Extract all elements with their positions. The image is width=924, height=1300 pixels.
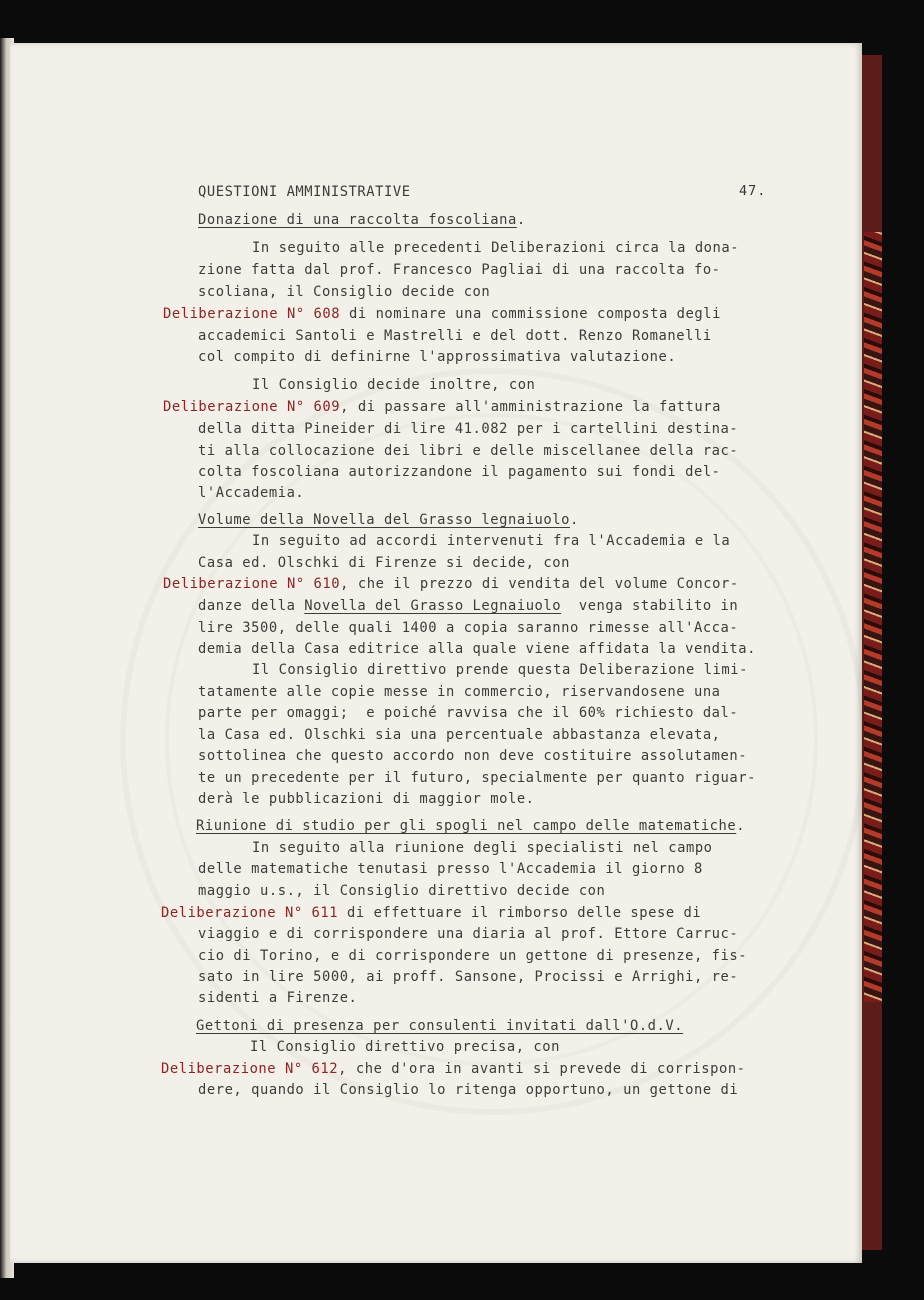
- text-line: viaggio e di corrispondere una diaria al prof. Ettore Carruc-: [198, 926, 739, 942]
- text-line: demia della Casa editrice alla quale viene affidata la vendita.: [198, 641, 756, 657]
- text-line: l'Accademia.: [198, 485, 305, 501]
- text-line: maggio u.s., il Consiglio direttivo decide con: [198, 883, 606, 899]
- document-page: [10, 43, 862, 1263]
- subheading-donazione: Donazione di una raccolta foscoliana.: [198, 212, 526, 228]
- text-line: colta foscoliana autorizzandone il pagamento sui fondi del-: [198, 464, 721, 480]
- subheading-volume-novella: Volume della Novella del Grasso legnaiuolo.: [198, 512, 579, 528]
- text-line: tatamente alle copie messe in commercio, riservandosene una: [198, 684, 721, 700]
- text-line: sato in lire 5000, ai proff. Sansone, Procissi e Arrighi, re-: [198, 969, 739, 985]
- deliberazione-610: Deliberazione N° 610: [163, 576, 341, 592]
- text-line: la Casa ed. Olschki sia una percentuale abbastanza elevata,: [198, 727, 721, 743]
- text-line: parte per omaggi; e poiché ravvisa che il 60% richiesto dal-: [198, 705, 739, 721]
- text-line: lire 3500, delle quali 1400 a copia saranno rimesse all'Acca-: [198, 620, 739, 636]
- text-line: Deliberazione N° 612, che d'ora in avanti si prevede di corrispon-: [161, 1061, 746, 1077]
- text-line: sottolinea che questo accordo non deve costituire assolutamen-: [198, 748, 748, 764]
- text-line: In seguito alle precedenti Deliberazioni circa la dona-: [252, 240, 740, 256]
- text-line: scoliana, il Consiglio decide con: [198, 284, 491, 300]
- text-line: Deliberazione N° 608 di nominare una commissione composta degli: [163, 306, 721, 322]
- text-line: Casa ed. Olschki di Firenze si decide, con: [198, 555, 570, 571]
- text-line: Deliberazione N° 610, che il prezzo di vendita del volume Concor-: [163, 576, 739, 592]
- text-line: delle matematiche tenutasi presso l'Accademia il giorno 8: [198, 861, 703, 877]
- text-line: col compito di definirne l'approssimativa valutazione.: [198, 349, 677, 365]
- text-line: accademici Santoli e Mastrelli e del dott. Renzo Romanelli: [198, 328, 712, 344]
- text-line: danze della Novella del Grasso Legnaiuolo venga stabilito in: [198, 598, 739, 614]
- text-line: sidenti a Firenze.: [198, 990, 358, 1006]
- deliberazione-608: Deliberazione N° 608: [163, 306, 341, 322]
- text-line: In seguito ad accordi intervenuti fra l'Accademia e la: [252, 533, 731, 549]
- subheading-riunione-matematiche: Riunione di studio per gli spogli nel campo delle matematiche.: [196, 818, 746, 834]
- text-line: dere, quando il Consiglio lo ritenga opportuno, un gettone di: [198, 1082, 739, 1098]
- text-line: Deliberazione N° 611 di effettuare il rimborso delle spese di: [161, 905, 702, 921]
- text-line: ti alla collocazione dei libri e delle miscellanee della rac-: [198, 443, 739, 459]
- text-line: Il Consiglio decide inoltre, con: [252, 377, 536, 393]
- text-line: cio di Torino, e di corrispondere un gettone di presenze, fis-: [198, 948, 748, 964]
- page-number: 47.: [739, 183, 767, 199]
- text-line: Il Consiglio direttivo precisa, con: [250, 1039, 560, 1055]
- text-line: te un precedente per il futuro, specialmente per quanto riguar-: [198, 770, 756, 786]
- text-line: della ditta Pineider di lire 41.082 per i cartellini destina-: [198, 421, 739, 437]
- deliberazione-609: Deliberazione N° 609: [163, 399, 341, 415]
- text-line: Deliberazione N° 609, di passare all'amministrazione la fattura: [163, 399, 721, 415]
- text-line: Il Consiglio direttivo prende questa Deliberazione limi-: [252, 662, 748, 678]
- text-line: derà le pubblicazioni di maggior mole.: [198, 791, 535, 807]
- deliberazione-612: Deliberazione N° 612: [161, 1061, 339, 1077]
- section-heading: QUESTIONI AMMINISTRATIVE: [198, 184, 411, 200]
- text-line: In seguito alla riunione degli specialisti nel campo: [252, 840, 713, 856]
- marbled-endpaper: [864, 232, 882, 1002]
- subheading-gettoni: Gettoni di presenza per consulenti invitati dall'O.d.V.: [196, 1018, 684, 1034]
- deliberazione-611: Deliberazione N° 611: [161, 905, 339, 921]
- text-line: zione fatta dal prof. Francesco Pagliai di una raccolta fo-: [198, 262, 721, 278]
